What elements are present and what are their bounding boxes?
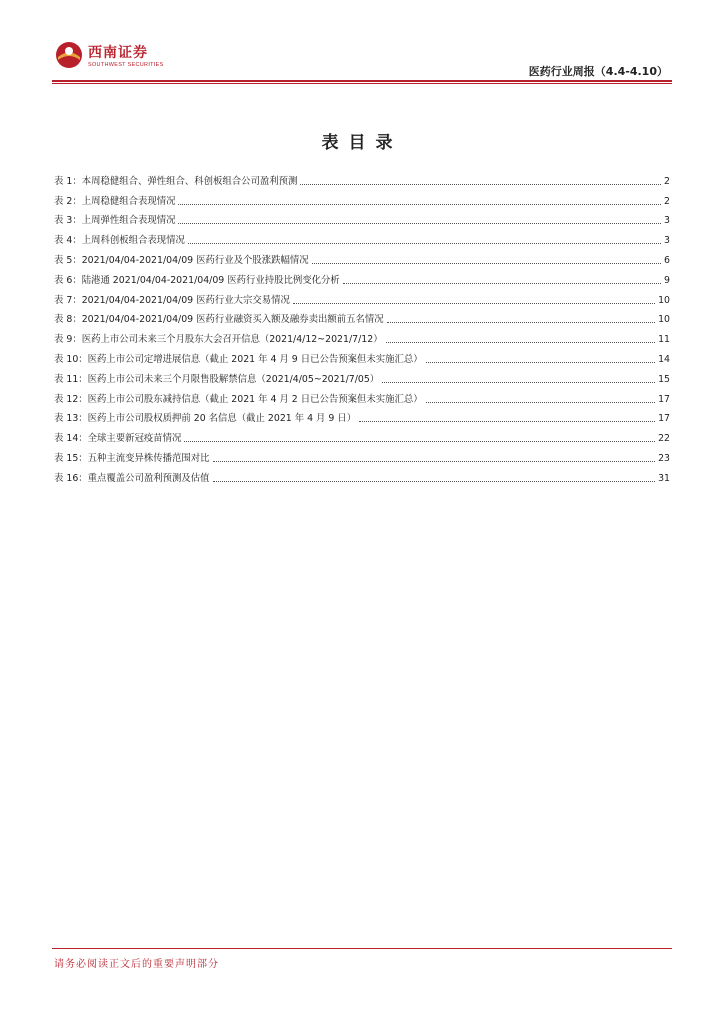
toc-entry-label[interactable]: 表 10：医药上市公司定增进展信息（截止 2021 年 4 月 9 日已公告预案但未实施汇总）: [54, 353, 423, 365]
toc-entry-label[interactable]: 表 13：医药上市公司股权质押前 20 名信息（截止 2021 年 4 月 9 日）: [54, 413, 357, 425]
toc-entry-label[interactable]: 表 16：重点覆盖公司盈利预测及估值: [54, 472, 210, 484]
toc-entry-page[interactable]: 10: [658, 294, 670, 306]
table-of-contents: [54, 168, 670, 485]
header-divider: [52, 80, 672, 82]
report-title: 医药行业周报（4.4-4.10）: [528, 65, 668, 78]
toc-entry-page[interactable]: 2: [664, 195, 670, 207]
toc-entry-label[interactable]: 表 12：医药上市公司股东减持信息（截止 2021 年 4 月 2 日已公告预案但未实施汇总）: [54, 393, 423, 405]
toc-leader-dots: [382, 382, 655, 383]
toc-entry-page[interactable]: 3: [664, 215, 670, 227]
toc-title: 表目录: [321, 133, 403, 153]
toc-entry[interactable]: [54, 445, 670, 465]
toc-leader-dots: [184, 441, 655, 442]
toc-leader-dots: [213, 461, 656, 462]
toc-entry-label[interactable]: 表 15：五种主流变异株传播范围对比: [54, 452, 210, 464]
toc-leader-dots: [213, 481, 656, 482]
logo-emblem-icon: [54, 40, 84, 70]
toc-entry[interactable]: [54, 168, 670, 188]
toc-leader-dots: [293, 303, 655, 304]
logo-name: 西南证券: [88, 45, 148, 61]
toc-entry-label[interactable]: 表 2：上周稳健组合表现情况: [54, 195, 176, 207]
toc-leader-dots: [300, 184, 661, 185]
toc-entry-page[interactable]: 9: [664, 274, 670, 286]
toc-entry-page[interactable]: 10: [658, 314, 670, 326]
toc-entry[interactable]: [54, 406, 670, 426]
header-divider-thin: [52, 83, 672, 84]
toc-entry-page[interactable]: 3: [664, 235, 670, 247]
toc-entry-page[interactable]: 6: [664, 254, 670, 266]
toc-entry-page[interactable]: 11: [658, 334, 670, 346]
toc-entry-page[interactable]: 2: [664, 175, 670, 187]
toc-entry-page[interactable]: 22: [658, 433, 670, 445]
toc-entry-label[interactable]: 表 7：2021/04/04-2021/04/09 医药行业大宗交易情况: [54, 294, 290, 306]
toc-entry-page[interactable]: 14: [658, 353, 670, 365]
page-header: [52, 36, 672, 80]
toc-entry-label[interactable]: 表 9：医药上市公司未来三个月股东大会召开信息（2021/4/12~2021/7/12）: [54, 334, 383, 346]
toc-entry[interactable]: [54, 227, 670, 247]
toc-entry-page[interactable]: 31: [658, 472, 670, 484]
toc-entry-page[interactable]: 15: [658, 373, 670, 385]
toc-entry-label[interactable]: 表 14：全球主要新冠疫苗情况: [54, 433, 182, 445]
toc-leader-dots: [387, 322, 655, 323]
toc-leader-dots: [178, 204, 661, 205]
toc-leader-dots: [312, 263, 661, 264]
toc-leader-dots: [359, 421, 655, 422]
toc-entry-label[interactable]: 表 5：2021/04/04-2021/04/09 医药行业及个股涨跌幅情况: [54, 254, 309, 266]
toc-entry-page[interactable]: 23: [658, 452, 670, 464]
toc-entry[interactable]: [54, 247, 670, 267]
toc-entry-page[interactable]: 17: [658, 413, 670, 425]
toc-entry-label[interactable]: 表 8：2021/04/04-2021/04/09 医药行业融资买入额及融券卖出额前五名情况: [54, 314, 384, 326]
toc-entry[interactable]: [54, 267, 670, 287]
footer-disclaimer: 请务必阅读正文后的重要声明部分: [54, 959, 219, 970]
footer-divider: [52, 948, 672, 949]
toc-entry-page[interactable]: 17: [658, 393, 670, 405]
toc-leader-dots: [426, 402, 655, 403]
toc-leader-dots: [178, 223, 661, 224]
toc-leader-dots: [426, 362, 655, 363]
toc-entry[interactable]: [54, 287, 670, 307]
toc-leader-dots: [343, 283, 661, 284]
toc-entry[interactable]: [54, 188, 670, 208]
company-logo: [52, 36, 212, 76]
toc-entry-label[interactable]: 表 4：上周科创板组合表现情况: [54, 235, 185, 247]
toc-entry[interactable]: [54, 465, 670, 485]
toc-entry[interactable]: [54, 386, 670, 406]
toc-entry-label[interactable]: 表 6：陆港通 2021/04/04-2021/04/09 医药行业持股比例变化分析: [54, 274, 340, 286]
logo-subtitle: SOUTHWEST SECURITIES: [88, 62, 164, 68]
toc-leader-dots: [188, 243, 661, 244]
toc-entry[interactable]: [54, 366, 670, 386]
toc-entry-label[interactable]: 表 3：上周弹性组合表现情况: [54, 215, 176, 227]
toc-entry[interactable]: [54, 326, 670, 346]
toc-entry-label[interactable]: 表 1：本周稳健组合、弹性组合、科创板组合公司盈利预测: [54, 175, 298, 187]
toc-entry[interactable]: [54, 208, 670, 228]
toc-entry[interactable]: [54, 307, 670, 327]
toc-entry[interactable]: [54, 346, 670, 366]
toc-leader-dots: [386, 342, 655, 343]
toc-entry[interactable]: [54, 425, 670, 445]
toc-entry-label[interactable]: 表 11：医药上市公司未来三个月限售股解禁信息（2021/4/05~2021/7/05）: [54, 373, 380, 385]
